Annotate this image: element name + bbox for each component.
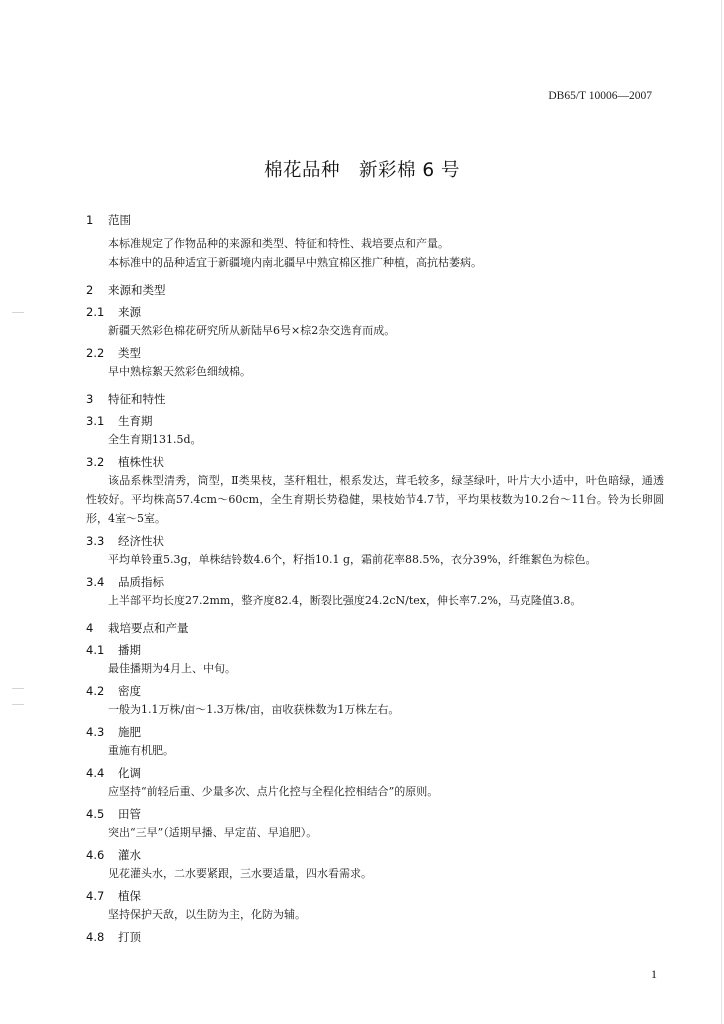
subsection-title: 类型: [118, 346, 141, 360]
section-number: 3: [86, 392, 94, 406]
subsection-heading: [86, 929, 664, 946]
section-number: 1: [86, 213, 94, 227]
margin-mark: [12, 688, 24, 689]
subsection-title: 打顶: [118, 930, 141, 944]
paragraph: 早中熟棕絮天然彩色细绒棉。: [108, 365, 251, 378]
subsection-heading: [86, 454, 664, 471]
subsection-title: 植株性状: [118, 455, 164, 469]
subsection-title: 播期: [118, 643, 141, 657]
subsection-heading: [86, 574, 664, 591]
subsection-number: 4.4: [86, 766, 105, 780]
paragraph: 新疆天然彩色棉花研究所从新陆早6号×棕2杂交选育而成。: [108, 324, 396, 337]
paragraph: 该品系株型清秀，筒型，Ⅱ类果枝，茎秆粗壮，根系发达，茸毛较多，绿茎绿叶，叶片大小适中，叶色暗绿，通透性较好。平均株高57.4cm～60cm，全生育期长势稳健，果枝始节4.7节，平均果枝数为10.2台～11台。铃为长卵圆形，4室～5室。: [86, 474, 664, 525]
subsection-heading: [86, 806, 664, 823]
subsection-heading: [86, 345, 664, 362]
paragraph: 本标准中的品种适宜于新疆境内南北疆早中熟宜棉区推广种植，高抗枯萎病。: [108, 256, 482, 269]
subsection-number: 3.2: [86, 455, 105, 469]
subsection-title: 灌水: [118, 848, 141, 862]
paragraph: 见花灌头水，二水要紧跟，三水要适量，四水看需求。: [108, 867, 372, 880]
subsection-heading: [86, 413, 664, 430]
subsection-number: 3.1: [86, 414, 105, 428]
section-title: 范围: [108, 213, 131, 227]
paragraph: 全生育期131.5d。: [108, 433, 202, 446]
section-number: 4: [86, 621, 94, 635]
subsection-number: 4.5: [86, 807, 105, 821]
section-title: 来源和类型: [108, 283, 166, 297]
subsection-number: 4.7: [86, 889, 105, 903]
document-title: 棉花品种 新彩棉 6 号: [263, 160, 461, 181]
margin-mark: [12, 312, 24, 313]
section-number: 2: [86, 283, 94, 297]
subsection-heading: [86, 683, 664, 700]
subsection-number: 4.2: [86, 684, 105, 698]
scan-edge-line: [721, 0, 722, 1024]
paragraph: 坚持保护天敌，以生防为主，化防为辅。: [108, 908, 306, 921]
page-number: 1: [651, 967, 657, 981]
paragraph: 突出“三早”（适期早播、早定苗、早追肥）。: [108, 826, 318, 839]
paragraph: 最佳播期为4月上、中旬。: [108, 662, 236, 675]
subsection-title: 品质指标: [118, 575, 164, 589]
paragraph: 上半部平均长度27.2mm，整齐度82.4，断裂比强度24.2cN/tex，伸长率7.2%，马克隆值3.8。: [108, 594, 582, 607]
subsection-number: 3.3: [86, 534, 105, 548]
subsection-title: 田管: [118, 807, 141, 821]
subsection-heading: [86, 765, 664, 782]
subsection-number: 4.1: [86, 643, 105, 657]
subsection-heading: [86, 888, 664, 905]
subsection-number: 3.4: [86, 575, 105, 589]
subsection-title: 植保: [118, 889, 141, 903]
subsection-heading: [86, 642, 664, 659]
subsection-number: 4.8: [86, 930, 105, 944]
paragraph: 本标准规定了作物品种的来源和类型、特征和特性、栽培要点和产量。: [108, 237, 449, 250]
margin-mark: [12, 704, 24, 705]
subsection-title: 来源: [118, 305, 141, 319]
section-title: 栽培要点和产量: [108, 621, 189, 635]
subsection-heading: [86, 533, 664, 550]
subsection-heading: [86, 304, 664, 321]
section-title: 特征和特性: [108, 392, 166, 406]
subsection-title: 生育期: [118, 414, 153, 428]
section-heading: [86, 282, 664, 298]
section-heading: [86, 212, 664, 228]
subsection-title: 施肥: [118, 725, 141, 739]
subsection-title: 化调: [118, 766, 141, 780]
subsection-number: 2.2: [86, 346, 105, 360]
section-heading: [86, 620, 664, 636]
subsection-heading: [86, 724, 664, 741]
subsection-number: 4.3: [86, 725, 105, 739]
paragraph: 平均单铃重5.3g，单株结铃数4.6个，籽指10.1 g，霜前花率88.5%，衣分39%，纤维絮色为棕色。: [108, 553, 597, 566]
document-body: [86, 204, 664, 946]
subsection-number: 2.1: [86, 305, 105, 319]
subsection-heading: [86, 847, 664, 864]
subsection-title: 密度: [118, 684, 141, 698]
document-code: DB65/T 10006—2007: [548, 90, 652, 102]
paragraph: 应坚持“前轻后重、少量多次、点片化控与全程化控相结合”的原则。: [108, 785, 439, 798]
section-heading: [86, 391, 664, 407]
paragraph: 一般为1.1万株/亩～1.3万株/亩，亩收获株数为1万株左右。: [108, 703, 400, 716]
paragraph: 重施有机肥。: [108, 744, 174, 757]
subsection-number: 4.6: [86, 848, 105, 862]
subsection-title: 经济性状: [118, 534, 164, 548]
